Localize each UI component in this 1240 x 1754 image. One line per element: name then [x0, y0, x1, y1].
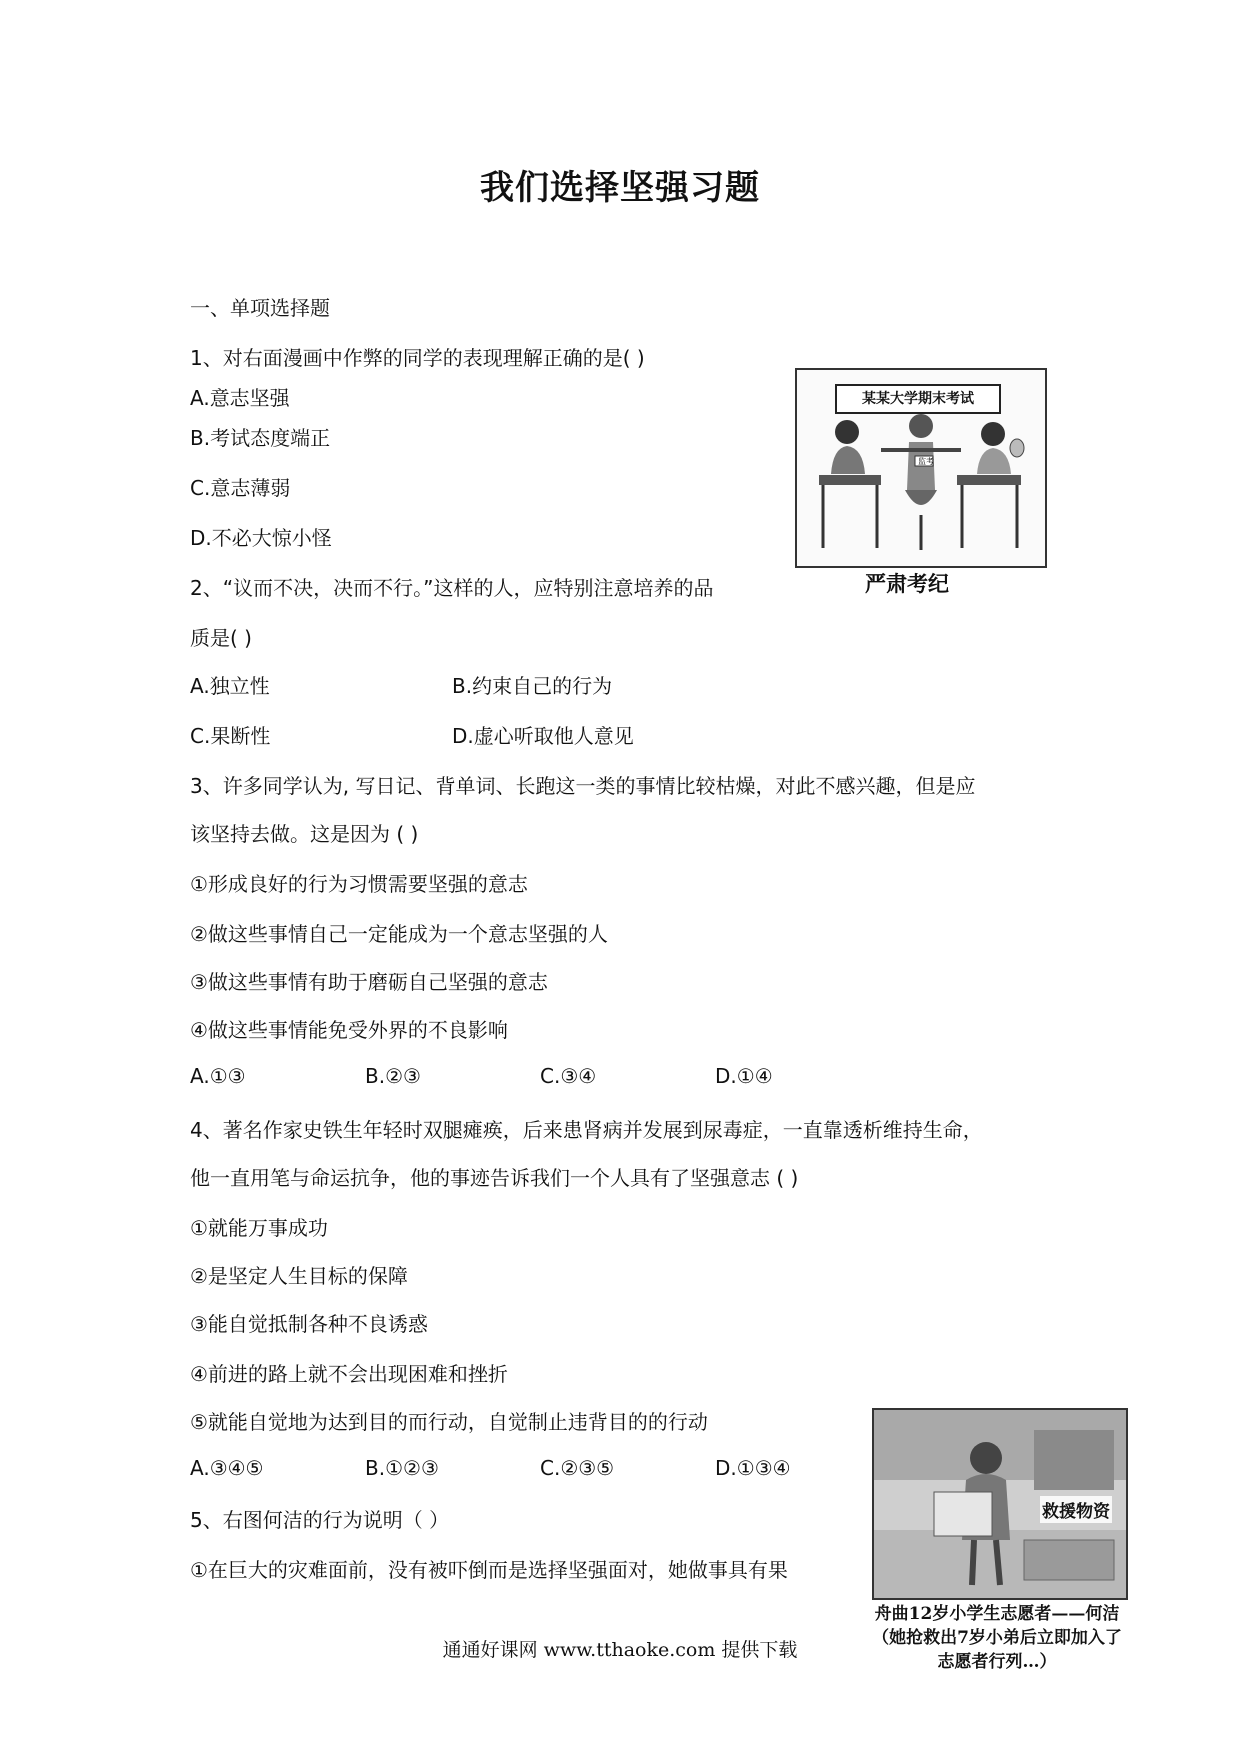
question-5-stem: 5、右图何洁的行为说明（ ） — [190, 1508, 450, 1532]
question-1-stem: 1、对右面漫画中作弊的同学的表现理解正确的是( ) — [190, 346, 645, 370]
exam-cheating-cartoon — [795, 368, 1047, 568]
question-2-option-a: A.独立性 — [190, 674, 270, 698]
question-5-item-1: ①在巨大的灾难面前，没有被吓倒而是选择坚强面对，她做事具有果 — [190, 1558, 788, 1582]
page-title: 我们选择坚强习题 — [480, 168, 760, 208]
question-3-item-1: ①形成良好的行为习惯需要坚强的意志 — [190, 872, 528, 896]
question-2-option-d: D.虚心听取他人意见 — [452, 724, 634, 748]
section-heading: 一、单项选择题 — [190, 296, 330, 320]
question-4-option-d: D.①③④ — [715, 1456, 791, 1480]
question-4-option-b: B.①②③ — [365, 1456, 439, 1480]
question-4-item-3: ③能自觉抵制各种不良诱惑 — [190, 1312, 428, 1336]
page-footer: 通通好课网 www.tthaoke.com 提供下载 — [442, 1639, 798, 1661]
question-4-item-4: ④前进的路上就不会出现困难和挫折 — [190, 1362, 508, 1386]
question-1-option-d: D.不必大惊小怪 — [190, 526, 332, 550]
question-4-stem-line2: 他一直用笔与命运抗争，他的事迹告诉我们一个人具有了坚强意志 ( ) — [190, 1166, 799, 1190]
cartoon-caption: 严肃考纪 — [865, 571, 949, 596]
question-2-stem-line2: 质是( ) — [190, 626, 252, 650]
question-3-option-b: B.②③ — [365, 1064, 421, 1088]
question-4-option-a: A.③④⑤ — [190, 1456, 264, 1480]
question-2-option-c: C.果断性 — [190, 724, 271, 748]
question-3-option-d: D.①④ — [715, 1064, 773, 1088]
cartoon-drawing — [797, 370, 1045, 566]
question-3-stem-line2: 该坚持去做。这是因为 ( ) — [190, 822, 419, 846]
volunteer-photo — [872, 1408, 1128, 1600]
cartoon-banner: 某某大学期末考试 — [835, 384, 1001, 414]
question-2-option-b: B.约束自己的行为 — [452, 674, 613, 698]
question-1-option-a: A.意志坚强 — [190, 386, 290, 410]
question-1-option-c: C.意志薄弱 — [190, 476, 291, 500]
question-4-item-1: ①就能万事成功 — [190, 1216, 328, 1240]
proctor-tag-label: 监考 — [918, 457, 934, 466]
question-3-item-4: ④做这些事情能免受外界的不良影响 — [190, 1018, 508, 1042]
question-3-option-c: C.③④ — [540, 1064, 597, 1088]
question-3-item-2: ②做这些事情自己一定能成为一个意志坚强的人 — [190, 922, 608, 946]
question-4-stem-line1: 4、著名作家史铁生年轻时双腿瘫痪，后来患肾病并发展到尿毒症，一直靠透析维持生命， — [190, 1118, 983, 1142]
photo-label: 救援物资 — [1040, 1496, 1112, 1523]
question-4-item-2: ②是坚定人生目标的保障 — [190, 1264, 408, 1288]
question-4-option-c: C.②③⑤ — [540, 1456, 615, 1480]
question-3-option-a: A.①③ — [190, 1064, 246, 1088]
question-4-item-5: ⑤就能自觉地为达到目的而行动，自觉制止违背目的的行动 — [190, 1410, 708, 1434]
question-1-option-b: B.考试态度端正 — [190, 426, 331, 450]
question-3-item-3: ③做这些事情有助于磨砺自己坚强的意志 — [190, 970, 548, 994]
photo-caption: 舟曲12岁小学生志愿者——何洁（她抢救出7岁小弟后立即加入了志愿者行列…） — [872, 1604, 1122, 1672]
question-2-stem-line1: 2、“议而不决，决而不行。”这样的人，应特别注意培养的品 — [190, 576, 714, 600]
question-3-stem-line1: 3、许多同学认为, 写日记、背单词、长跑这一类的事情比较枯燥，对此不感兴趣，但是应 — [190, 774, 976, 798]
